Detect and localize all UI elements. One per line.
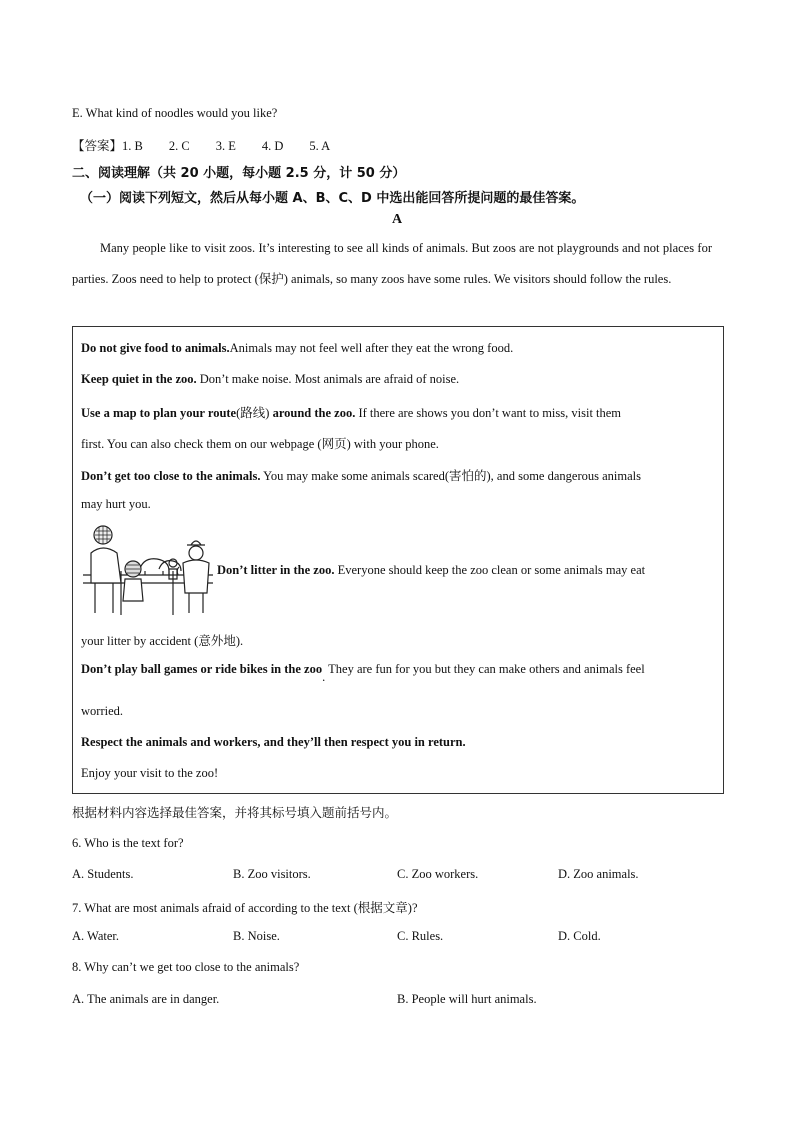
rule-4: Don’t get too close to the animals. You may make some animals scared(害怕的), and some dangerous animals [81, 469, 641, 483]
answer-4: 4. D [261, 139, 284, 153]
option-e: E. What kind of noodles would you like? [72, 106, 278, 120]
question-7: 7. What are most animals afraid of according to the text (根据文章)? [72, 901, 418, 915]
rule-4-cont: may hurt you. [81, 497, 151, 511]
zoo-rules-box [72, 326, 724, 794]
zoo-visitors-sketch-icon [83, 523, 213, 615]
q8-option-b: B. People will hurt animals. [397, 992, 537, 1006]
zoo-visitors-illustration [83, 523, 213, 615]
answer-3: 3. E [215, 139, 236, 153]
section-title: 二、阅读理解（共 20 小题，每小题 2.5 分，计 50 分） [72, 166, 406, 181]
q6-option-c: C. Zoo workers. [397, 867, 479, 881]
instruction: 根据材料内容选择最佳答案，并将其标号填入题前括号内。 [72, 805, 398, 820]
rule-3-cont: first. You can also check them on our webpage (网页) with your phone. [81, 437, 439, 451]
question-8: 8. Why can’t we get too close to the animals? [72, 960, 300, 974]
answer-1: 1. B [122, 139, 143, 153]
passage-intro: Many people like to visit zoos. It’s interesting to see all kinds of animals. But zoos are not playgrounds and not places for parties. Zoos need to help to protect (保护) animals, so many zoos have some rules. We visitors should follow the rules. [72, 241, 712, 286]
closing-line: Enjoy your visit to the zoo! [81, 766, 219, 780]
question-6: 6. Who is the text for? [72, 836, 184, 850]
rule-5: Don’t litter in the zoo. Everyone should keep the zoo clean or some animals may eat [217, 563, 646, 577]
answer-key-label: 【答案】 [72, 139, 123, 153]
answer-5: 5. A [309, 139, 331, 153]
q6-option-a: A. Students. [72, 867, 134, 881]
rule-5-cont: your litter by accident (意外地). [81, 634, 244, 648]
rule-3: Use a map to plan your route(路线) around the zoo. If there are shows you don’t want to miss, visit them [81, 406, 622, 420]
q7-option-a: A. Water. [72, 929, 120, 943]
rule-7: Respect the animals and workers, and they’ll then respect you in return. [81, 735, 466, 749]
rule-6-cont: worried. [81, 704, 123, 718]
q6-option-b: B. Zoo visitors. [233, 867, 311, 881]
subsection-title: （一）阅读下列短文，然后从每小题 A、B、C、D 中选出能回答所提问题的最佳答案。 [80, 191, 585, 206]
q8-option-a: A. The animals are in danger. [72, 992, 220, 1006]
answer-2: 2. C [168, 139, 190, 153]
rule-6: Don’t play ball games or ride bikes in the zoo. They are fun for you but they can make others and animals feel [81, 662, 645, 684]
q7-option-d: D. Cold. [558, 929, 601, 943]
q6-option-d: D. Zoo animals. [558, 867, 639, 881]
answer-key [72, 136, 330, 154]
rule-2: Keep quiet in the zoo. Don’t make noise. Most animals are afraid of noise. [81, 372, 460, 386]
passage-letter: A [391, 212, 403, 227]
q7-option-c: C. Rules. [397, 929, 444, 943]
q7-option-b: B. Noise. [233, 929, 280, 943]
rule-1: Do not give food to animals.Animals may not feel well after they eat the wrong food. [81, 341, 514, 355]
